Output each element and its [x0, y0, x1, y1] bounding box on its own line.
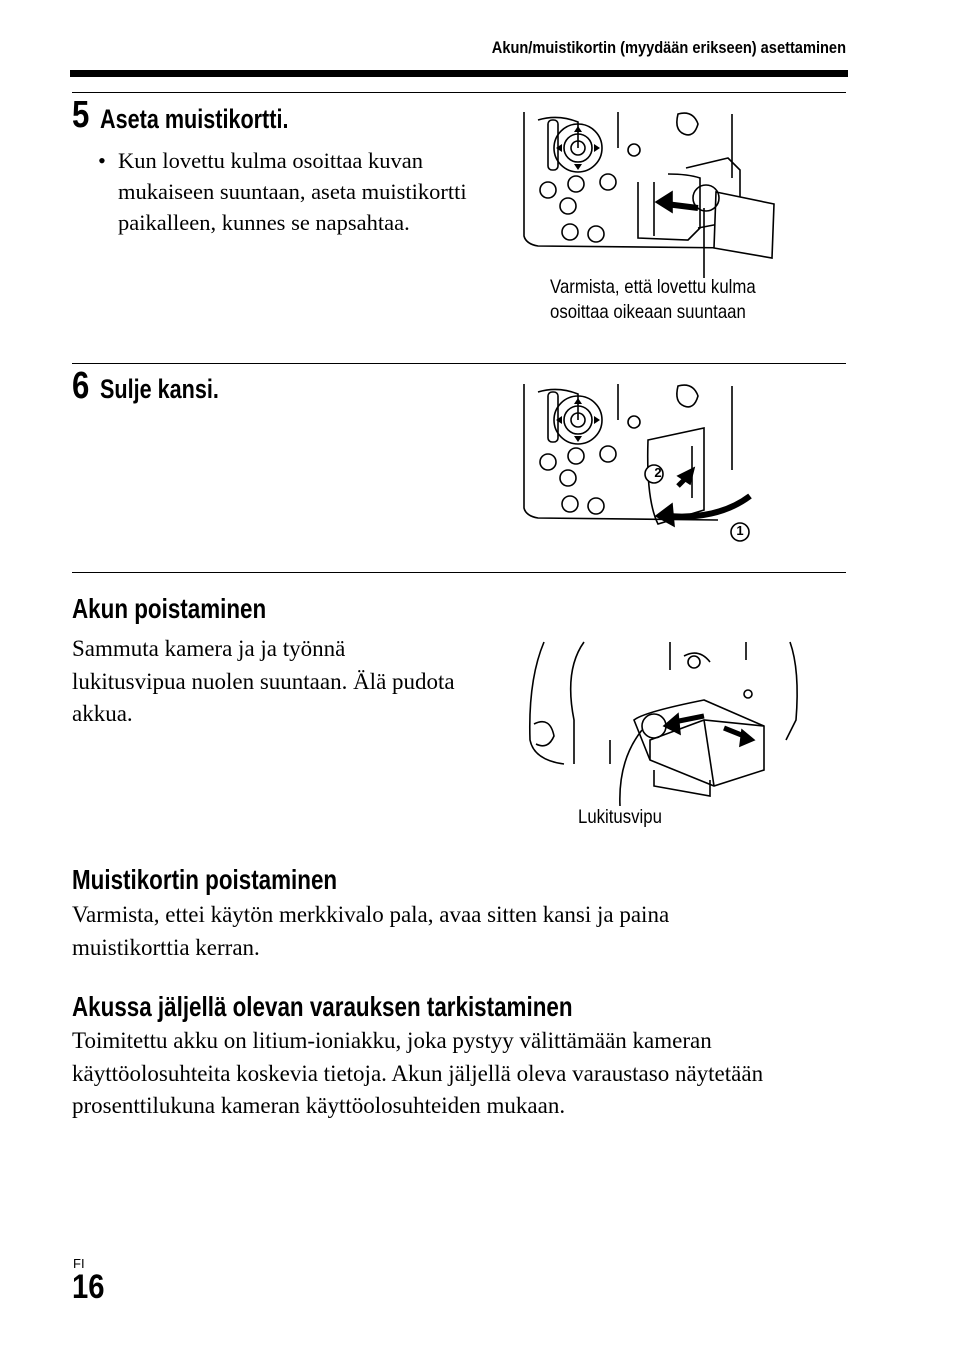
- step-6-title: Sulje kansi.: [100, 374, 219, 404]
- battery-check-title: Akussa jäljellä olevan varauksen tarkistaminen: [72, 991, 573, 1022]
- body-line: lukitusvipua nuolen suuntaan. Älä pudota: [72, 668, 455, 694]
- running-header: Akun/muistikortin (myydään erikseen) asettaminen: [491, 38, 846, 57]
- step-5-instructions: [118, 145, 467, 238]
- body-line: prosenttilukuna kameran käyttöolosuhteiden mukaan.: [72, 1093, 566, 1118]
- caption-line: Varmista, että lovettu kulma: [550, 276, 756, 298]
- insert-card-illustration: [518, 108, 788, 278]
- battery-removal-illustration: [524, 640, 824, 810]
- remove-battery-title: Akun poistaminen: [72, 593, 267, 624]
- header-rule: [70, 70, 848, 77]
- language-code: FI: [73, 1256, 85, 1271]
- remove-card-text: [72, 899, 669, 964]
- close-cover-illustration: [518, 380, 758, 550]
- step-5-line: paikalleen, kunnes se napsahtaa.: [118, 210, 410, 235]
- lock-lever-caption: Lukitusvipu: [578, 806, 662, 828]
- section-divider: [72, 363, 846, 364]
- card-orientation-caption: [550, 275, 756, 325]
- section-divider: [72, 572, 846, 573]
- body-line: Varmista, ettei käytön merkkivalo pala, avaa sitten kansi ja paina: [72, 902, 670, 927]
- section-divider: [72, 92, 846, 93]
- step-5-line: Kun lovettu kulma osoittaa kuvan: [118, 148, 423, 173]
- remove-card-title: Muistikortin poistaminen: [72, 864, 338, 895]
- page-number: 16: [72, 1268, 105, 1306]
- body-line: Toimitettu akku on litium-ioniakku, joka pystyy välittämään kameran: [72, 1028, 712, 1053]
- step-5-title: Aseta muistikortti.: [100, 104, 289, 134]
- step-5-line: mukaiseen suuntaan, aseta muistikortti: [118, 179, 467, 204]
- bullet-dot: •: [98, 148, 106, 173]
- battery-check-text: [72, 1025, 763, 1123]
- body-line: Sammuta kamera ja ja työnnä: [72, 636, 346, 661]
- step-5-number: 5: [72, 94, 90, 136]
- remove-battery-text: [72, 633, 455, 731]
- caption-line: osoittaa oikeaan suuntaan: [550, 301, 746, 323]
- marker-2: 2: [654, 465, 662, 480]
- body-line: muistikorttia kerran.: [72, 934, 260, 960]
- body-line: akkua.: [72, 701, 133, 726]
- step-6-number: 6: [72, 365, 90, 407]
- marker-1: 1: [736, 523, 744, 538]
- body-line: käyttöolosuhteita koskevia tietoja. Akun jäljellä oleva varaustaso näytetään: [72, 1060, 764, 1086]
